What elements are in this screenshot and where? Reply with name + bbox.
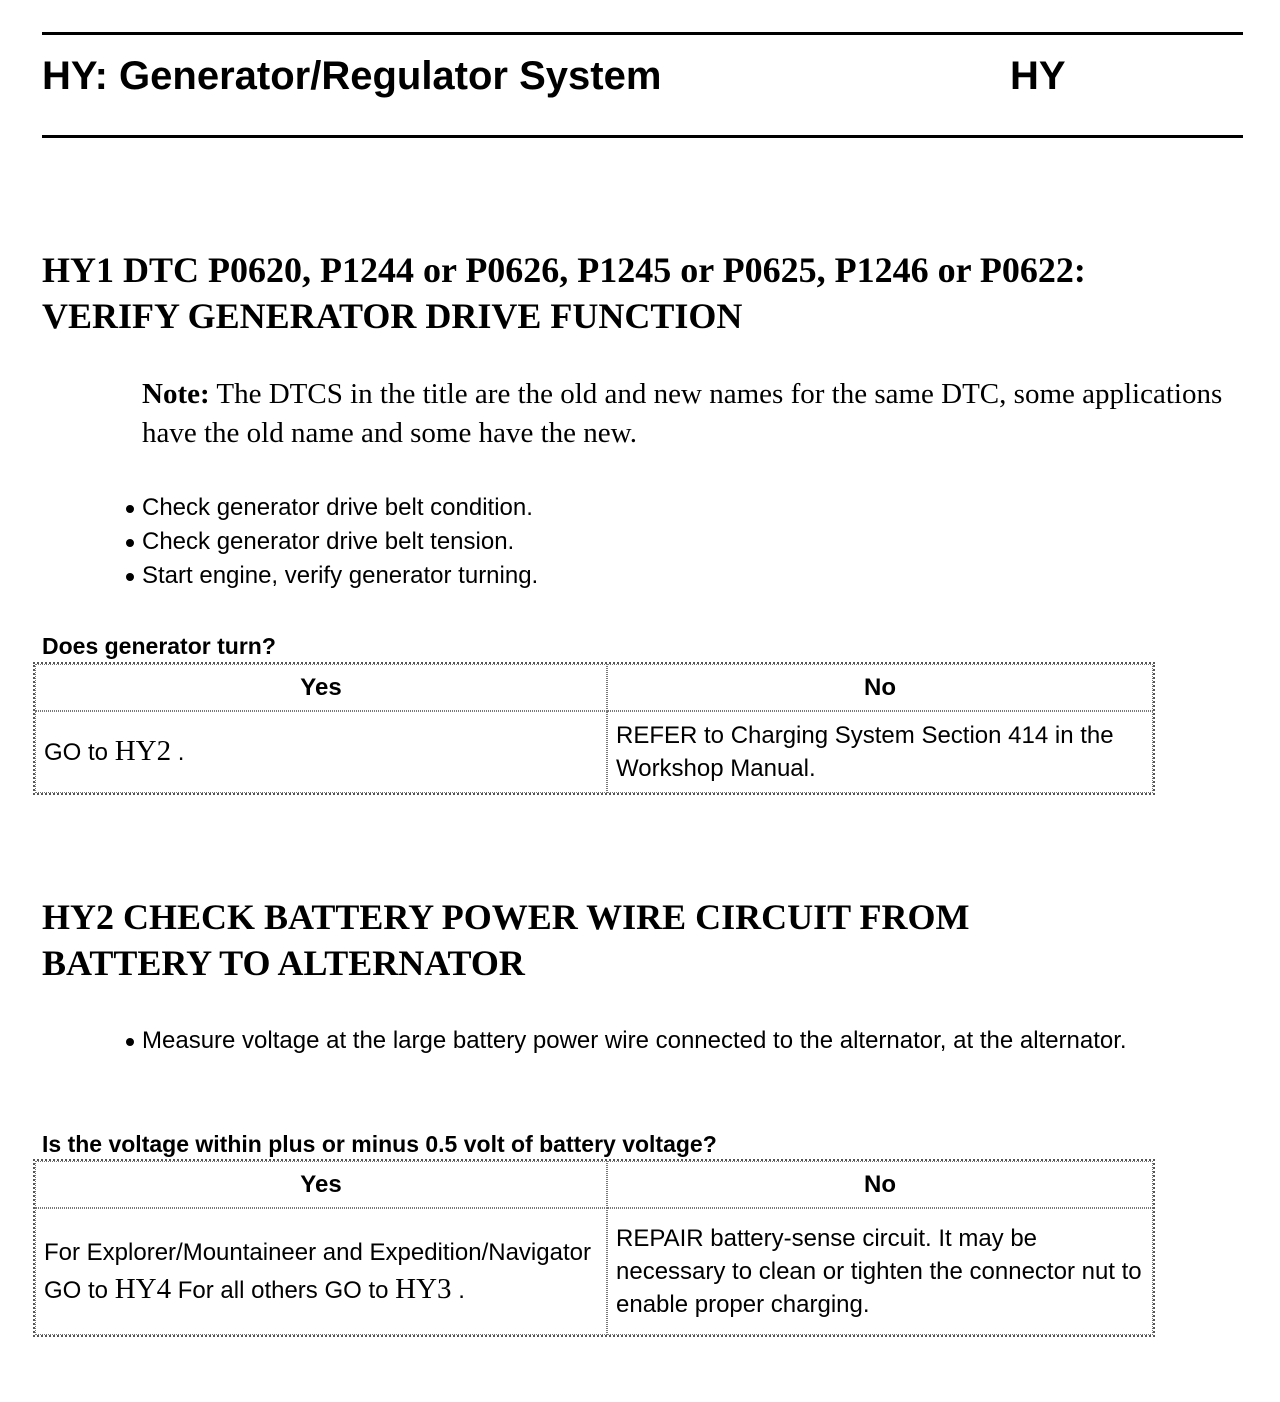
- page-title: HY: Generator/Regulator System: [42, 54, 662, 98]
- hy1-heading: [42, 247, 1086, 339]
- no-cell: REFER to Charging System Section 414 in the Workshop Manual.: [607, 711, 1153, 793]
- hy2-link[interactable]: HY2: [114, 735, 172, 767]
- hy2-heading-line1: HY2 CHECK BATTERY POWER WIRE CIRCUIT FROM: [42, 897, 970, 937]
- hy1-note: [142, 375, 1232, 453]
- hy2-heading-line2: BATTERY TO ALTERNATOR: [42, 943, 525, 983]
- hy2-heading: [42, 894, 970, 986]
- bullet-icon: [126, 539, 134, 547]
- yes-column-header: Yes: [35, 1161, 607, 1208]
- list-item: Measure voltage at the large battery power wire connected to the alternator, at the alternator.: [124, 1024, 1164, 1057]
- bullet-icon: [126, 505, 134, 513]
- hy1-checklist: [124, 491, 538, 593]
- hy2-answer-table: [33, 1159, 1155, 1337]
- yes-cell: For Explorer/Mountaineer and Expedition/Navigator GO to HY4 For all others GO to HY3 .: [35, 1208, 607, 1335]
- top-rule: [42, 32, 1243, 35]
- list-item: Check generator drive belt tension.: [124, 525, 538, 559]
- section-code: HY: [1010, 54, 1066, 98]
- hy1-heading-line2: VERIFY GENERATOR DRIVE FUNCTION: [42, 296, 743, 336]
- hy1-answer-table: [33, 662, 1155, 795]
- bullet-icon: [126, 1038, 134, 1046]
- hy2-checklist: [124, 1024, 1164, 1057]
- yes-column-header: Yes: [35, 664, 607, 711]
- table-header-row: [35, 664, 1153, 711]
- table-header-row: [35, 1161, 1153, 1208]
- hy2-question: Is the voltage within plus or minus 0.5 volt of battery voltage?: [42, 1131, 717, 1157]
- no-column-header: No: [607, 1161, 1153, 1208]
- hy4-link[interactable]: HY4: [114, 1273, 172, 1305]
- yes-cell: GO to HY2 .: [35, 711, 607, 793]
- no-column-header: No: [607, 664, 1153, 711]
- table-row: [35, 711, 1153, 793]
- bullet-icon: [126, 573, 134, 581]
- header-bottom-rule: [42, 135, 1243, 138]
- note-label: Note:: [142, 378, 210, 410]
- hy1-question: Does generator turn?: [42, 633, 276, 659]
- table-row: [35, 1208, 1153, 1335]
- hy1-heading-line1: HY1 DTC P0620, P1244 or P0626, P1245 or P0625, P1246 or P0622:: [42, 250, 1086, 290]
- no-cell: REPAIR battery-sense circuit. It may be necessary to clean or tighten the connector nut to enable proper charging.: [607, 1208, 1153, 1335]
- list-item: Check generator drive belt condition.: [124, 491, 538, 525]
- list-item: Start engine, verify generator turning.: [124, 559, 538, 593]
- note-text: The DTCS in the title are the old and new names for the same DTC, some applications have the old name and some have the new.: [142, 378, 1223, 449]
- hy3-link[interactable]: HY3: [395, 1273, 452, 1305]
